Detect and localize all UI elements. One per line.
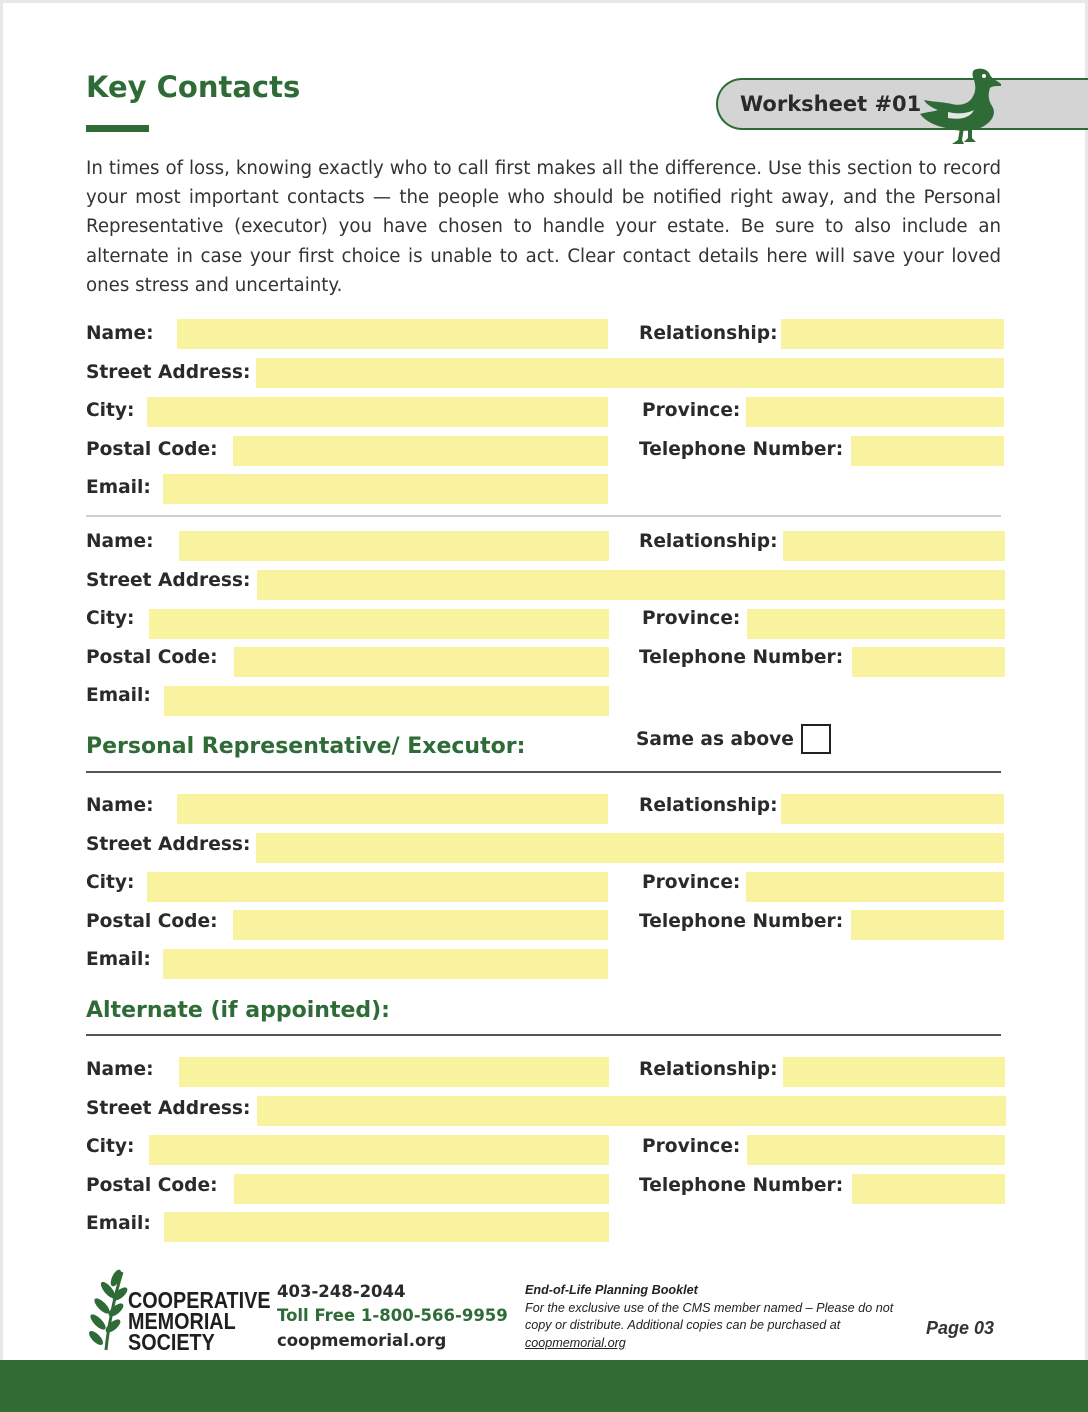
alternate-street-label: Street Address:: [86, 1098, 251, 1119]
footer-phone: 403-248-2044: [277, 1282, 406, 1301]
contact1-name-label: Name:: [86, 323, 154, 344]
alternate-email-field[interactable]: [164, 1212, 609, 1242]
executor-street-field[interactable]: [256, 833, 1004, 863]
page-border-top: [0, 0, 1088, 3]
duck-icon: [918, 66, 1002, 146]
alternate-postal-label: Postal Code:: [86, 1175, 218, 1196]
logo-line-1: COOPERATIVE: [128, 1287, 271, 1313]
contact2-postal-field[interactable]: [234, 647, 609, 677]
contact2-email-field[interactable]: [164, 686, 609, 716]
contact2-phone-field[interactable]: [852, 647, 1005, 677]
executor-street-label: Street Address:: [86, 834, 251, 855]
page-number: Page 03: [926, 1318, 995, 1338]
contact1-relationship-field[interactable]: [781, 319, 1004, 349]
booklet-notice: [525, 1282, 895, 1352]
booklet-note: For the exclusive use of the CMS member named – Please do not copy or distribute. Additional copies can be purchased at: [525, 1300, 894, 1332]
executor-heading: Personal Representative/ Executor:: [86, 734, 526, 759]
contact2-name-field[interactable]: [179, 531, 609, 561]
executor-relationship-label: Relationship:: [639, 795, 778, 816]
logo-line-3: SOCIETY: [128, 1329, 215, 1355]
contact2-phone-label: Telephone Number:: [639, 647, 844, 668]
contact1-city-field[interactable]: [147, 397, 608, 427]
contact1-street-field[interactable]: [256, 358, 1004, 388]
alternate-heading: Alternate (if appointed):: [86, 998, 390, 1023]
executor-city-field[interactable]: [147, 872, 608, 902]
executor-phone-label: Telephone Number:: [639, 911, 844, 932]
executor-province-field[interactable]: [746, 872, 1004, 902]
logo-line-2: MEMORIAL: [128, 1308, 236, 1334]
worksheet-label: Worksheet #01: [740, 92, 922, 116]
executor-phone-field[interactable]: [851, 910, 1004, 940]
contact1-city-label: City:: [86, 400, 135, 421]
same-as-above-label: Same as above: [636, 729, 794, 750]
footer-toll-free: Toll Free 1-800-566-9959: [277, 1306, 508, 1325]
executor-email-field[interactable]: [163, 949, 608, 979]
contact2-province-label: Province:: [642, 608, 741, 629]
page-title: Key Contacts: [86, 70, 301, 104]
contact2-province-field[interactable]: [747, 609, 1005, 639]
contact2-postal-label: Postal Code:: [86, 647, 218, 668]
page-border-left: [0, 0, 3, 1412]
contact1-phone-field[interactable]: [851, 436, 1004, 466]
executor-postal-label: Postal Code:: [86, 911, 218, 932]
booklet-title: End-of-Life Planning Booklet: [525, 1283, 698, 1297]
alternate-phone-field[interactable]: [852, 1174, 1005, 1204]
contact2-city-field[interactable]: [149, 609, 609, 639]
contact1-name-field[interactable]: [177, 319, 608, 349]
alternate-city-label: City:: [86, 1136, 135, 1157]
alternate-postal-field[interactable]: [234, 1174, 609, 1204]
executor-postal-field[interactable]: [233, 910, 608, 940]
contact2-name-label: Name:: [86, 531, 154, 552]
alternate-province-label: Province:: [642, 1136, 741, 1157]
footer-website[interactable]: coopmemorial.org: [277, 1331, 447, 1350]
executor-city-label: City:: [86, 872, 135, 893]
executor-name-field[interactable]: [177, 794, 608, 824]
contact1-province-label: Province:: [642, 400, 741, 421]
alternate-divider: [86, 1034, 1001, 1036]
contact2-street-field[interactable]: [257, 570, 1005, 600]
society-logo-text: [128, 1287, 271, 1355]
alternate-name-label: Name:: [86, 1059, 154, 1080]
alternate-relationship-field[interactable]: [783, 1057, 1005, 1087]
alternate-city-field[interactable]: [149, 1135, 609, 1165]
contact2-city-label: City:: [86, 608, 135, 629]
alternate-relationship-label: Relationship:: [639, 1059, 778, 1080]
contact2-street-label: Street Address:: [86, 570, 251, 591]
alternate-name-field[interactable]: [179, 1057, 609, 1087]
contact1-email-label: Email:: [86, 477, 151, 498]
alternate-province-field[interactable]: [747, 1135, 1005, 1165]
same-as-above-checkbox[interactable]: [801, 724, 831, 754]
contact1-email-field[interactable]: [163, 474, 608, 504]
section-divider: [86, 515, 1001, 517]
contact1-province-field[interactable]: [746, 397, 1004, 427]
executor-province-label: Province:: [642, 872, 741, 893]
executor-email-label: Email:: [86, 949, 151, 970]
contact1-postal-field[interactable]: [233, 436, 608, 466]
leaf-logo-icon: [86, 1268, 128, 1352]
contact2-email-label: Email:: [86, 685, 151, 706]
executor-divider: [86, 771, 1001, 773]
executor-name-label: Name:: [86, 795, 154, 816]
intro-paragraph: In times of loss, knowing exactly who to call first makes all the difference. Use this section to record your most important contacts — the people who should be notified right away, and the Personal Representative (executor) you have chosen to handle your estate. Be sure to also include an alternate in case your first choice is unable to act. Clear contact details here will save your loved ones stress and uncertainty.: [86, 158, 1001, 296]
alternate-street-field[interactable]: [257, 1096, 1006, 1126]
alternate-phone-label: Telephone Number:: [639, 1175, 844, 1196]
booklet-link[interactable]: coopmemorial.org: [525, 1335, 626, 1350]
footer-bar: [0, 1360, 1088, 1412]
contact1-postal-label: Postal Code:: [86, 439, 218, 460]
contact2-relationship-label: Relationship:: [639, 531, 778, 552]
executor-relationship-field[interactable]: [781, 794, 1004, 824]
title-underline: [86, 125, 149, 132]
contact1-street-label: Street Address:: [86, 362, 251, 383]
contact1-phone-label: Telephone Number:: [639, 439, 844, 460]
contact1-relationship-label: Relationship:: [639, 323, 778, 344]
contact2-relationship-field[interactable]: [783, 531, 1005, 561]
alternate-email-label: Email:: [86, 1213, 151, 1234]
